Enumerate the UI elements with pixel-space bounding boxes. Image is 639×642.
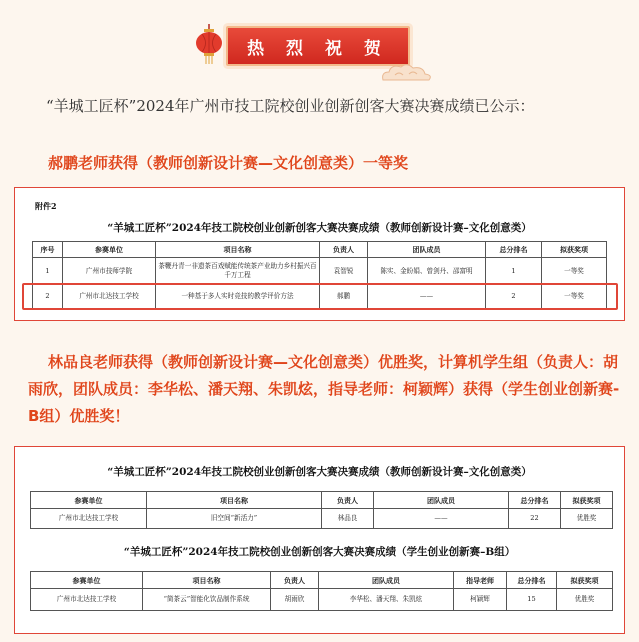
cell: 陈实、金盼娟、曾剑丹、邵富明 — [368, 258, 486, 285]
table-header-row — [31, 492, 613, 509]
award-headline-2: 林品良老师获得（教师创新设计赛—文化创意类）优胜奖，计算机学生组（负责人：胡雨欣，团队成员：李华松、潘天翔、朱凯炫，指导老师：柯颖辉）获得（学生创业创新赛-B组）优胜奖！ — [28, 353, 620, 425]
results-table-1 — [32, 241, 607, 309]
col-project: 项目名称 — [143, 572, 271, 589]
col-team: 团队成员 — [374, 492, 509, 509]
table-header-row — [33, 242, 607, 258]
award-headline-1: 郝鹏老师获得（教师创新设计赛—文化创意类）一等奖 — [48, 154, 409, 172]
table-1-title: “羊城工匠杯”2024年技工院校创业创新创客大赛决赛成绩（教师创新设计赛–文化创意类） — [107, 222, 532, 234]
table-row — [31, 509, 613, 529]
cell: 胡雨欣 — [271, 589, 319, 611]
col-award: 拟获奖项 — [542, 242, 607, 258]
cell: 一等奖 — [542, 285, 607, 309]
col-team: 团队成员 — [319, 572, 454, 589]
cell: 广州市北达技工学校 — [31, 509, 147, 529]
results-table-2 — [30, 491, 613, 529]
cell: 旧空间“新活力” — [147, 509, 322, 529]
cloud-ornament-icon — [379, 62, 433, 84]
results-table-card-2 — [14, 446, 625, 634]
cell: 优胜奖 — [561, 509, 613, 529]
col-advisor: 指导老师 — [454, 572, 507, 589]
cell: 广州市北达技工学校 — [31, 589, 143, 611]
results-table-3 — [30, 571, 613, 611]
table-row — [33, 258, 607, 285]
attachment-label: 附件2 — [35, 201, 57, 211]
col-lead: 负责人 — [322, 492, 374, 509]
col-award: 拟获奖项 — [561, 492, 613, 509]
cell: 一种基于多人实时竞技的教学评价方法 — [156, 285, 320, 309]
cell: 林品良 — [322, 509, 374, 529]
cell: 1 — [486, 258, 542, 285]
col-project: 项目名称 — [147, 492, 322, 509]
cell: 1 — [33, 258, 63, 285]
celebration-banner — [0, 18, 639, 80]
cell: 袁智锐 — [320, 258, 368, 285]
cell: 一等奖 — [542, 258, 607, 285]
table-row — [31, 589, 613, 611]
col-award: 拟获奖项 — [557, 572, 613, 589]
banner-title: 热 烈 祝 贺 — [247, 38, 389, 59]
col-rank: 总分排名 — [486, 242, 542, 258]
lantern-icon — [194, 24, 224, 64]
cell: “简茶云”智能化饮品制作系统 — [143, 589, 271, 611]
cell: 2 — [486, 285, 542, 309]
table-2-title: “羊城工匠杯”2024年技工院校创业创新创客大赛决赛成绩（教师创新设计赛–文化创意类） — [107, 466, 532, 478]
cell: —— — [374, 509, 509, 529]
cell: 柯颖辉 — [454, 589, 507, 611]
col-unit: 参赛单位 — [63, 242, 156, 258]
cell: 广州市北达技工学校 — [63, 285, 156, 309]
cell: 优胜奖 — [557, 589, 613, 611]
col-project: 项目名称 — [156, 242, 320, 258]
results-table-card-1 — [14, 187, 625, 321]
banner-plate — [226, 26, 410, 66]
table-header-row — [31, 572, 613, 589]
col-lead: 负责人 — [271, 572, 319, 589]
col-lead: 负责人 — [320, 242, 368, 258]
cell: 李华松、潘天翔、朱凯炫 — [319, 589, 454, 611]
cell: 22 — [509, 509, 561, 529]
intro-paragraph: “羊城工匠杯”2024年广州市技工院校创业创新创客大赛决赛成绩已公示： — [46, 97, 535, 115]
col-index: 序号 — [33, 242, 63, 258]
cell: 郝鹏 — [320, 285, 368, 309]
col-team: 团队成员 — [368, 242, 486, 258]
cell: —— — [368, 285, 486, 309]
col-rank: 总分排名 — [507, 572, 557, 589]
cell: 广州市技师学院 — [63, 258, 156, 285]
col-unit: 参赛单位 — [31, 572, 143, 589]
cell: 15 — [507, 589, 557, 611]
col-rank: 总分排名 — [509, 492, 561, 509]
table-row — [33, 285, 607, 309]
table-3-title: “羊城工匠杯”2024年技工院校创业创新创客大赛决赛成绩（学生创业创新赛–B组） — [123, 546, 516, 558]
col-unit: 参赛单位 — [31, 492, 147, 509]
cell: 茶鞭丹青一非遗茶百戏赋能传统茶产业助力乡村振兴百千万工程 — [156, 258, 320, 285]
cell: 2 — [33, 285, 63, 309]
